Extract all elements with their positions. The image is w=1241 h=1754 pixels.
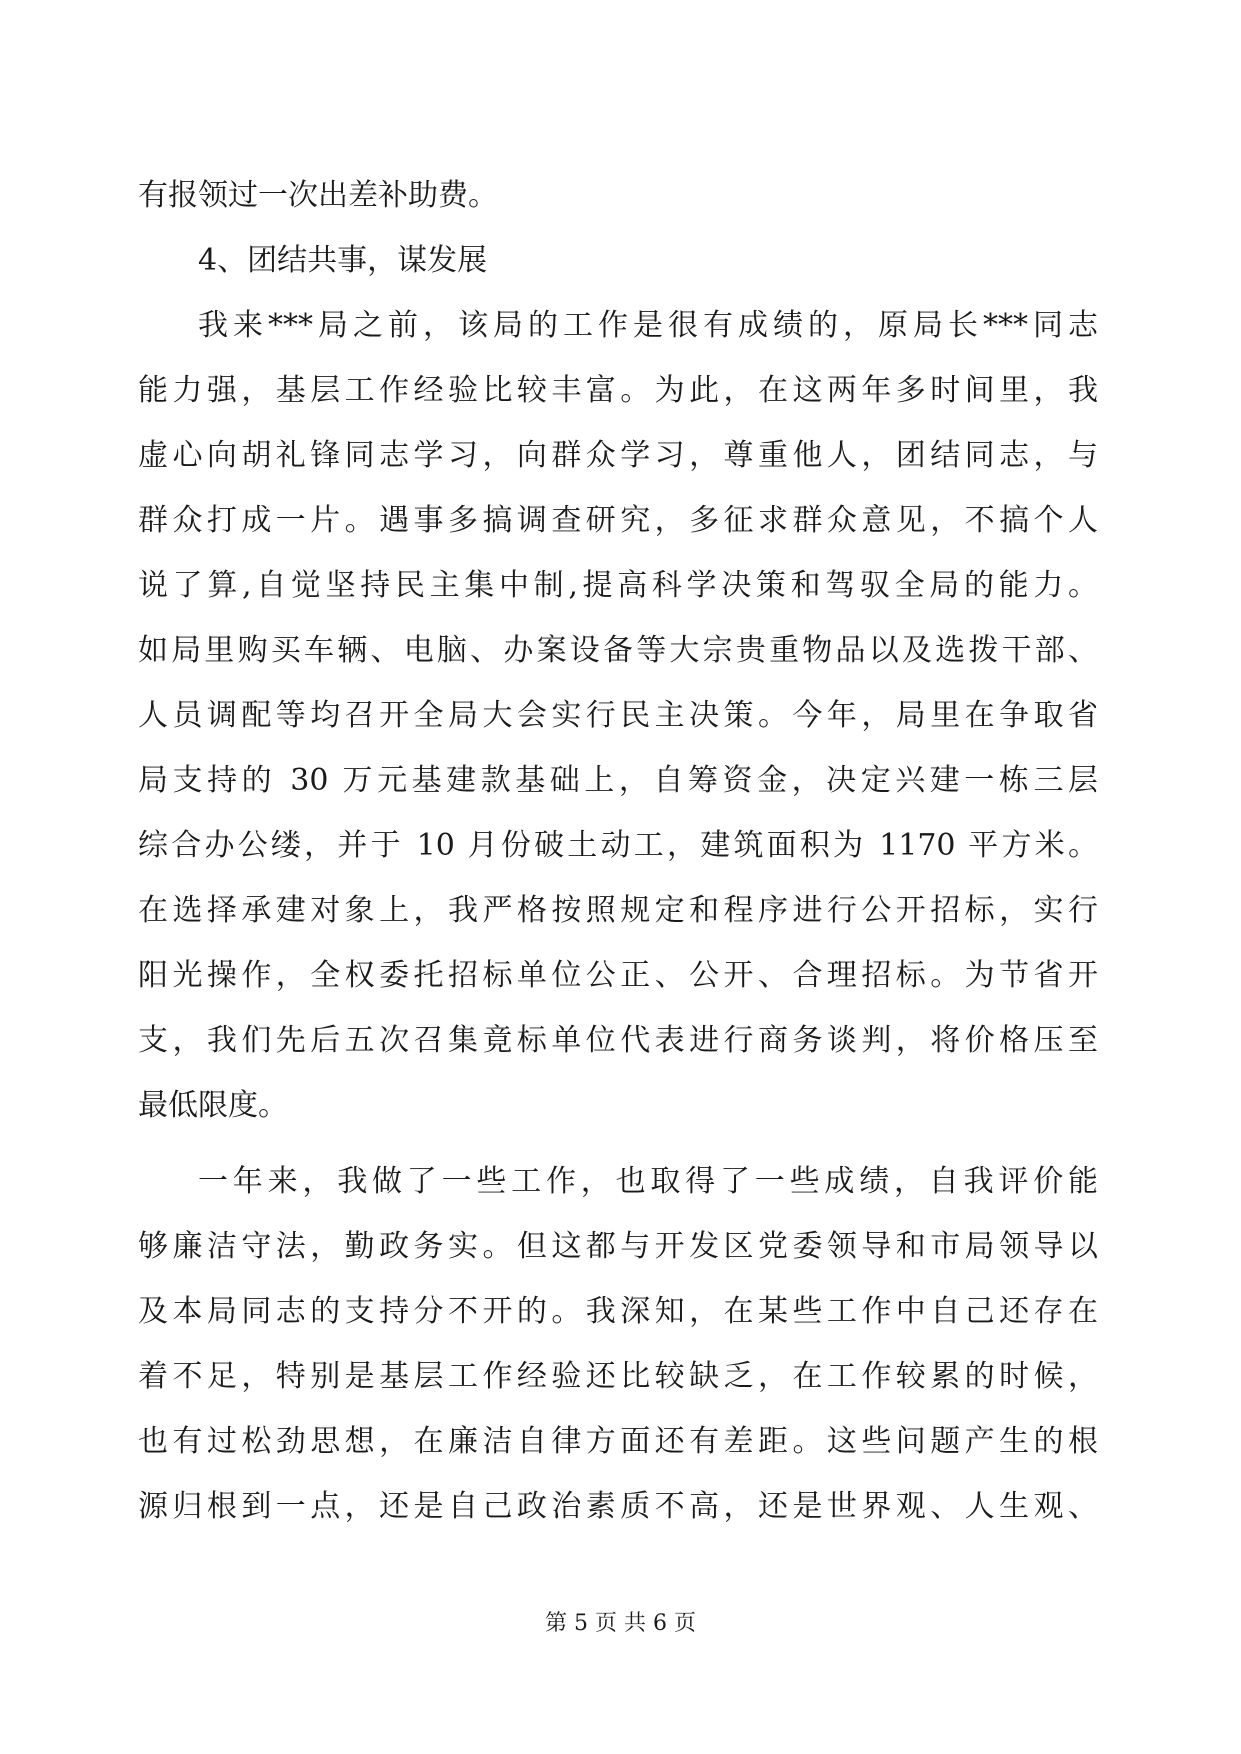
text-line: 说了算,自觉坚持民主集中制,提高科学决策和驾驭全局的能力。 — [138, 568, 1098, 603]
text-line: 能力强，基层工作经验比较丰富。为此，在这两年多时间里，我 — [138, 373, 1098, 408]
section-heading: 4、团结共事，谋发展 — [198, 243, 488, 278]
text-line: 阳光操作，全权委托招标单位公正、公开、合理招标。为节省开 — [138, 958, 1098, 993]
text-line: 源归根到一点，还是自己政治素质不高，还是世界观、人生观、 — [138, 1489, 1098, 1524]
text-line: 着不足，特别是基层工作经验还比较缺乏，在工作较累的时候， — [138, 1359, 1098, 1394]
text-line: 局支持的 30 万元基建款基础上，自筹资金，决定兴建一栋三层 — [138, 763, 1098, 798]
text-line: 在选择承建对象上，我严格按照规定和程序进行公开招标，实行 — [138, 893, 1098, 928]
text-line: 及本局同志的支持分不开的。我深知，在某些工作中自己还存在 — [138, 1294, 1098, 1329]
text-line: 虚心向胡礼锋同志学习，向群众学习，尊重他人，团结同志，与 — [138, 438, 1098, 473]
text-line: 人员调配等均召开全局大会实行民主决策。今年，局里在争取省 — [138, 698, 1098, 733]
text-line: 群众打成一片。遇事多搞调查研究，多征求群众意见，不搞个人 — [138, 503, 1098, 538]
text-line: 有报领过一次出差补助费。 — [138, 178, 498, 213]
text-line: 综合办公缕，并于 10 月份破土动工，建筑面积为 1170 平方米。 — [138, 828, 1098, 863]
text-line: 最低限度。 — [138, 1088, 288, 1123]
text-line: 也有过松劲思想，在廉洁自律方面还有差距。这些问题产生的根 — [138, 1424, 1098, 1459]
text-line: 支，我们先后五次召集竟标单位代表进行商务谈判，将价格压至 — [138, 1023, 1098, 1058]
text-line: 一年来，我做了一些工作，也取得了一些成绩，自我评价能 — [198, 1164, 1098, 1199]
text-line: 够廉洁守法，勤政务实。但这都与开发区党委领导和市局领导以 — [138, 1229, 1098, 1264]
text-line: 如局里购买车辆、电脑、办案设备等大宗贵重物品以及选拨干部、 — [138, 633, 1098, 668]
text-line: 我来***局之前，该局的工作是很有成绩的，原局长***同志 — [198, 308, 1098, 343]
page-number-footer: 第 5 页 共 6 页 — [545, 1611, 696, 1636]
